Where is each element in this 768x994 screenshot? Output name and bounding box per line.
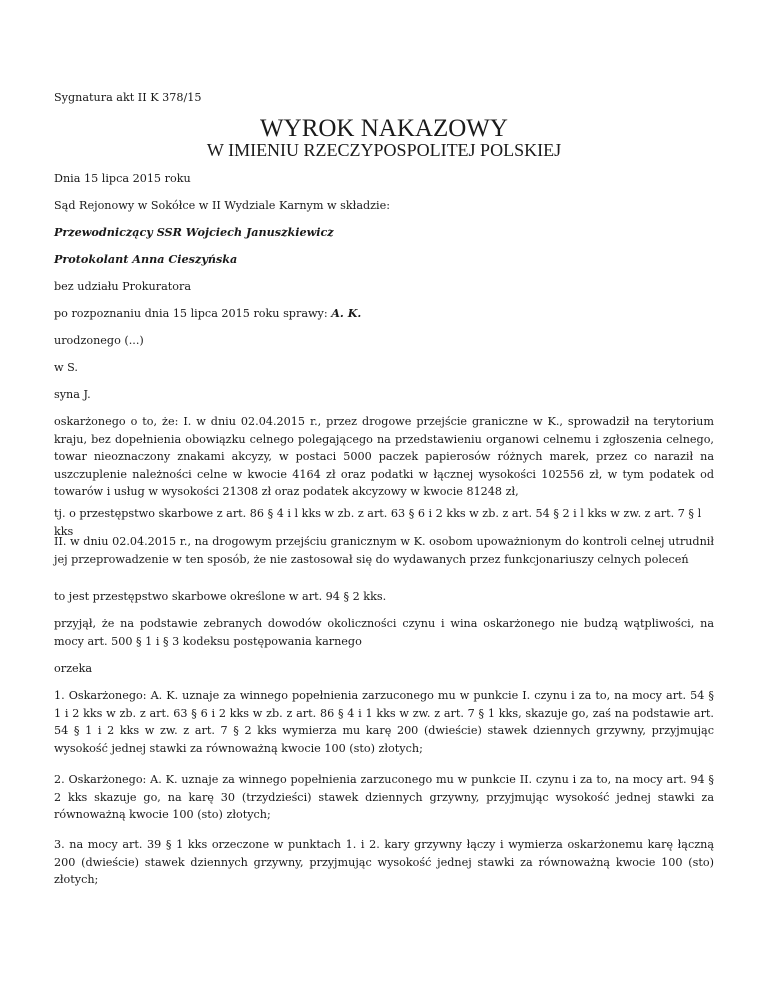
charge-2: II. w dniu 02.04.2015 r., na drogowym przejściu granicznym w K. osobom upoważnionym do kontroli celnej utrudnił jej przeprowadzenie w ten sposób, że nie zastosował się do wydawanych przez funkcjonariuszy celnych poleceń [54, 535, 714, 566]
court-recorder: Protokolant Anna Cieszyńska [54, 252, 238, 266]
date-line: Dnia 15 lipca 2015 roku [54, 172, 191, 185]
ruling-point-1: 1. Oskarżonego: A. K. uznaje za winnego popełnienia zarzuconego mu w punkcie I. czynu i za to, na mocy art. 54 § 1 i 2 kks w zb. z art. 63 § 6 i 2 kks w zb. z art. 86 § 4 i 1 kks w zw. z art. 7 § 1 kks, skazuje go, zaś na podstawie art. 54 § 1 i 2 kks w zw. z art. 7 § 2 kks wymierza mu karę 200 (dwieście) stawek dziennych grzywny, przyjmując wysokość jednej stawki za równoważną kwocie 100 (sto) złotych; [54, 689, 714, 755]
born-line: urodzonego (...) [54, 334, 144, 347]
parent-line: syna J. [54, 388, 91, 401]
finding-paragraph: przyjął, że na podstawie zebranych dowodów okoliczności czynu i wina oskarżonego nie budzą wątpliwości, na mocy art. 500 § 1 i § 3 kodeksu postępowania karnego [54, 617, 714, 648]
ruling-point-2: 2. Oskarżonego: A. K. uznaje za winnego popełnienia zarzuconego mu w punkcie II. czynu i za to, na mocy art. 94 § 2 kks skazuje go, na karę 30 (trzydzieści) stawek dziennych grzywny, przyjmując wysokość jednej stawki za równoważną kwocie 100 (sto) złotych; [54, 773, 714, 821]
prosecutor-line: bez udziału Prokuratora [54, 280, 191, 293]
case-line [54, 305, 714, 323]
ruling-point-3: 3. na mocy art. 39 § 1 kks orzeczone w punktach 1. i 2. kary grzywny łączy i wymierza oskarżonemu karę łączną 200 (dwieście) stawek dziennych grzywny, przyjmując wysokość jednej stawki za równoważną kwocie 100 (sto) złotych; [54, 838, 714, 886]
defendant-name: A. K. [331, 306, 362, 320]
document-subtitle: W IMIENIU RZECZYPOSPOLITEJ POLSKIEJ [206, 140, 562, 160]
place-line: w S. [54, 361, 78, 374]
document-title: WYROK NAKAZOWY [260, 115, 508, 142]
charge-1: oskarżonego o to, że: I. w dniu 02.04.2015 r., przez drogowe przejście graniczne w K., sprowadził na terytorium kraju, bez dopełnienia obowiązku celnego polegającego na przedstawieniu organowi celnemu i zgłoszenia celnego, towar nieoznaczony znakami akcyzy, w postaci 5000 paczek papierosów różnych marek, przez co naraził na uszczuplenie należności celne w kwocie 4164 zł oraz podatki w łącznej wysokości 102556 zł, w tym podatek od towarów i usług w wysokości 21308 zł oraz podatek akcyzowy w kwocie 81248 zł, [54, 415, 714, 498]
court-line: Sąd Rejonowy w Sokółce w II Wydziale Karnym w składzie: [54, 199, 391, 212]
charge-1-legal: tj. o przestępstwo skarbowe z art. 86 § 4 i l kks w zb. z art. 63 § 6 i 2 kks w zb. z art. 54 § 2 i l kks w zw. z art. 7 § l kks [54, 507, 702, 538]
presiding-judge: Przewodniczący SSR Wojciech Januszkiewicz [54, 225, 334, 239]
case-prefix: po rozpoznaniu dnia 15 lipca 2015 roku sprawy: [54, 307, 332, 320]
charge-2-legal: to jest przestępstwo skarbowe określone w art. 94 § 2 kks. [54, 590, 387, 603]
case-signature: Sygnatura akt II K 378/15 [54, 91, 202, 104]
rules-line: orzeka [54, 662, 93, 675]
